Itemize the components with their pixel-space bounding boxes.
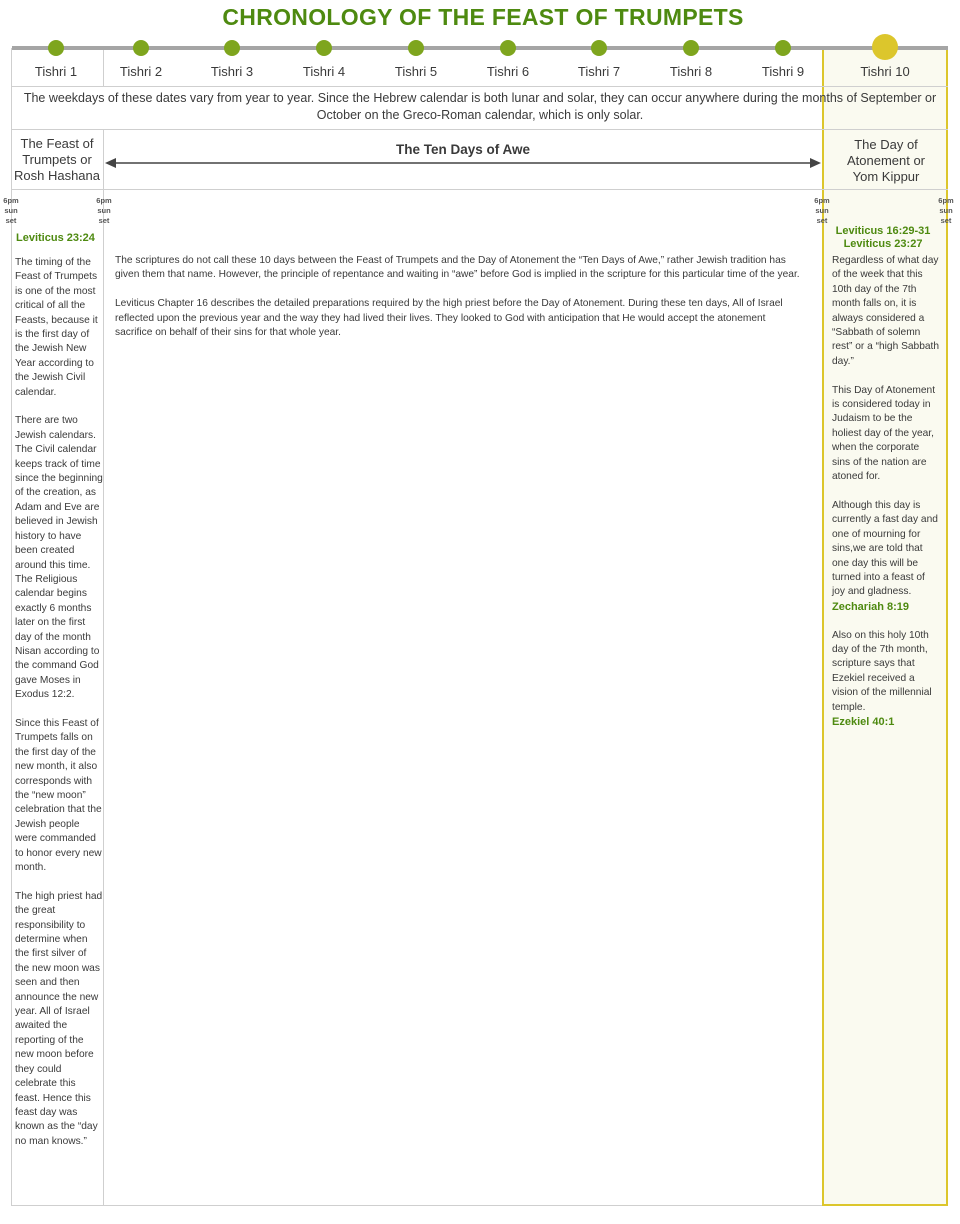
- calendar-note: The weekdays of these dates vary from year to year. Since the Hebrew calendar is both lunar and solar, they can occur anywhere during the months of September or October on the Greco-Roman calendar, which is only solar.: [23, 91, 937, 122]
- scripture-reference: Ezekiel 40:1: [832, 715, 895, 728]
- day-label: Tishri 8: [669, 64, 713, 79]
- day-label: Tishri 2: [119, 64, 163, 79]
- row-divider: [12, 189, 948, 190]
- day-label: Tishri 1: [34, 64, 78, 79]
- day-label: Tishri 3: [210, 64, 254, 79]
- scripture-reference: Zechariah 8:19: [832, 600, 910, 613]
- paragraph: Leviticus Chapter 16 describes the detailed preparations required by the high priest before the Day of Atonement. During these ten days, All of Israel reflected upon the previous year and the way they had lived their lives. They looked to God with anticipation that He would accept the atonement sacrifice on behalf of their sins for that whole year.: [115, 298, 783, 339]
- feast-of-trumpets-text: [15, 256, 103, 1164]
- day-label: Tishri 9: [761, 64, 805, 79]
- timeline-dot-tishri-2: [133, 40, 149, 56]
- timeline-bar: [12, 46, 948, 50]
- timeline-dot-tishri-4: [316, 40, 332, 56]
- day-label: Tishri 5: [394, 64, 438, 79]
- day-of-atonement-text: [832, 254, 940, 729]
- scripture-reference: Leviticus 23:27: [843, 238, 923, 250]
- page-title: CHRONOLOGY OF THE FEAST OF TRUMPETS: [222, 4, 744, 30]
- timeline-dot-tishri-1: [48, 40, 64, 56]
- ten-days-of-awe-label: The Ten Days of Awe: [395, 142, 531, 157]
- day-label: Tishri 6: [486, 64, 530, 79]
- scripture-reference: Leviticus 16:29-31: [835, 225, 931, 237]
- feast-of-trumpets-label: The Feast of Trumpets or Rosh Hashana: [14, 136, 100, 183]
- paragraph: The high priest had the great responsibility to determine when the first silver of the new moon was seen and then announce the new year. All of Israel awaited the reporting of the new moon before they could celebrate this feast. Hence this feast day was known as the “day no man knows.”: [15, 890, 103, 1147]
- timeline-dot-tishri-3: [224, 40, 240, 56]
- ten-days-arrow: [104, 156, 822, 170]
- rosh-hashana-divider: [103, 129, 104, 1206]
- timeline-dot-tishri-9: [775, 40, 791, 56]
- scripture-reference: Leviticus 23:24: [16, 232, 95, 244]
- day-label: Tishri 7: [577, 64, 621, 79]
- timeline-dot-tishri-10: [872, 34, 898, 60]
- sunset-marker: 6pm sun set: [96, 196, 112, 225]
- row-divider: [12, 129, 948, 130]
- day-of-atonement-label: The Day of Atonement or Yom Kippur: [846, 137, 926, 184]
- paragraph: This Day of Atonement is considered today in Judaism to be the holiest day of the year, when the corporate sins of the nation are atoned for.: [832, 384, 936, 483]
- day-label: Tishri 4: [302, 64, 346, 79]
- paragraph: Since this Feast of Trumpets falls on the first day of the new month, it also corresponds with the “new moon” celebration that the Jewish people were commanded to honor every new month.: [15, 717, 102, 874]
- timeline-dot-tishri-6: [500, 40, 516, 56]
- paragraph: The scriptures do not call these 10 days between the Feast of Trumpets and the Day of Atonement the “Ten Days of Awe,” rather Jewish tradition has given them that name. However, the principle of repentance and waiting in “awe” before God is implied in the scripture for this particular time of the year.: [115, 255, 800, 281]
- paragraph: The timing of the Feast of Trumpets is one of the most critical of all the Feasts, because it is the first day of the Jewish New Year according to the Jewish Civil calendar.: [15, 257, 98, 398]
- timeline-dot-tishri-5: [408, 40, 424, 56]
- bottom-border: [12, 1205, 822, 1206]
- paragraph: Also on this holy 10th day of the 7th month, scripture says that Ezekiel received a vision of the millennial temple.: [832, 629, 932, 713]
- paragraph: There are two Jewish calendars. The Civil calendar keeps track of time since the beginning of the creation, as Adam and Eve are believed in Jewish history to have been created around this time. The Religious calendar begins exactly 6 months later on the first day of the month Nisan according to the command God gave Moses in Exodus 12:2.: [15, 415, 103, 701]
- timeline-dot-tishri-8: [683, 40, 699, 56]
- ten-days-of-awe-text: [115, 254, 805, 355]
- sunset-marker: 6pm sun set: [3, 196, 19, 225]
- paragraph: Regardless of what day of the week that this 10th day of the 7th month falls on, it is always considered a “Sabbath of solemn rest” or a “high Sabbath day.”: [832, 255, 940, 367]
- day-label: Tishri 10: [860, 64, 910, 79]
- paragraph: Although this day is currently a fast day and one of mourning for sins,we are told that one day this will be turned into a feast of joy and gladness.: [832, 499, 938, 598]
- sunset-marker: 6pm sun set: [814, 196, 830, 225]
- sunset-marker: 6pm sun set: [938, 196, 954, 225]
- row-divider: [12, 86, 948, 87]
- timeline-dot-tishri-7: [591, 40, 607, 56]
